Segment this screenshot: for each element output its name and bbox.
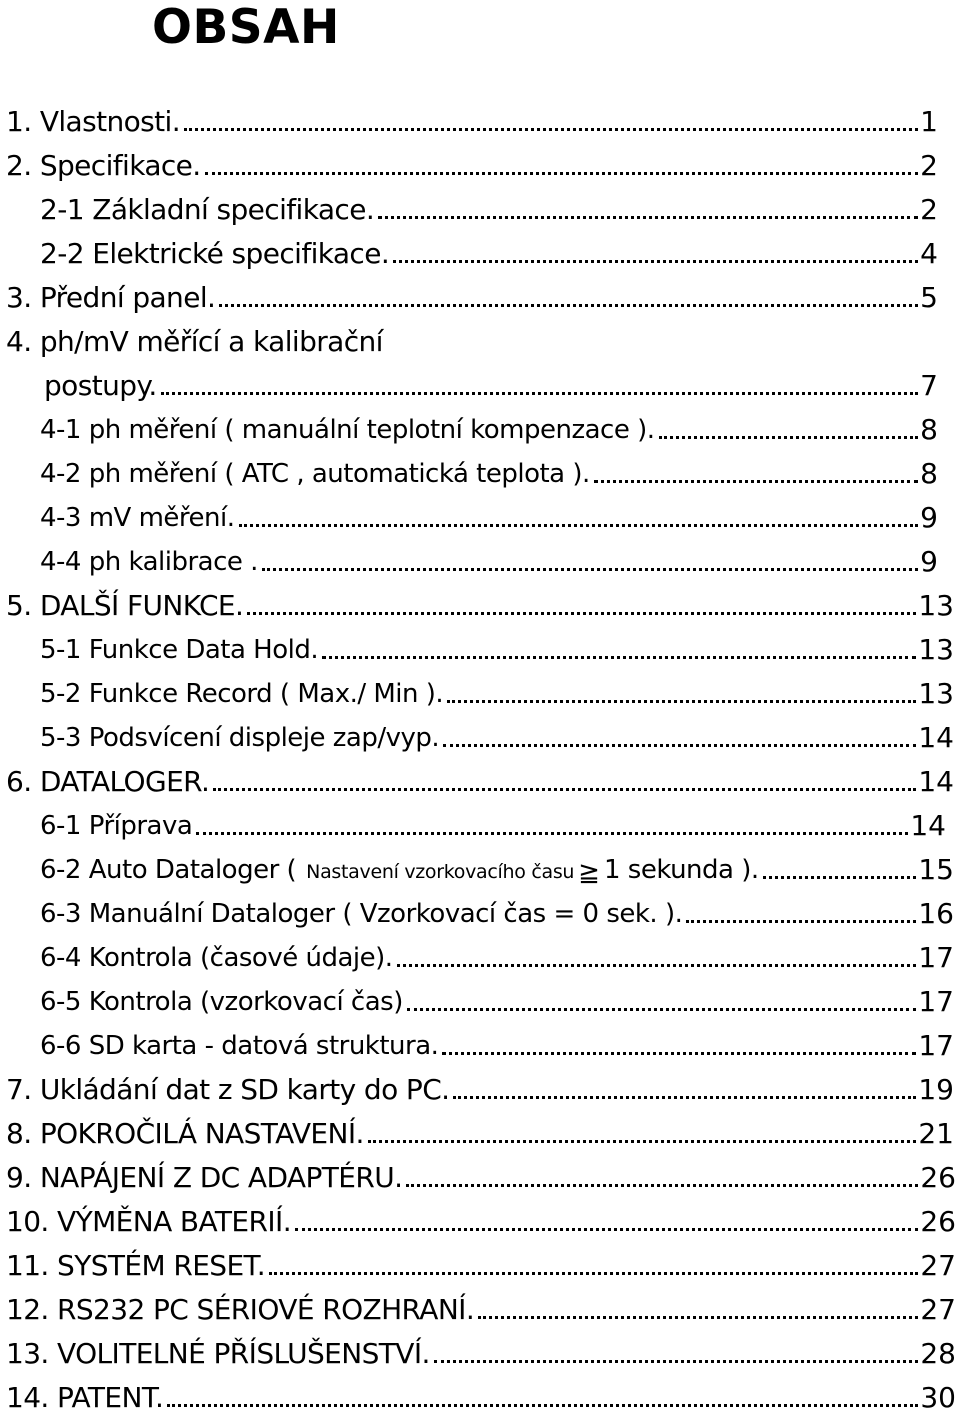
leader-dots — [196, 832, 908, 835]
toc-entry-label: 6-6 SD karta - datová struktura. — [40, 1031, 439, 1061]
toc-entry[interactable] — [6, 1332, 956, 1372]
greater-equal-symbol: ≧ — [578, 858, 600, 888]
toc-entry[interactable] — [6, 276, 938, 316]
leader-dots — [239, 524, 919, 527]
toc-entry-page: 28 — [920, 1337, 956, 1370]
toc-entry-note: Nastavení vzorkovacího času — [306, 861, 575, 883]
toc-entry-label: postupy. — [44, 369, 157, 402]
page-title: OBSAH — [152, 0, 340, 55]
toc-entry[interactable] — [40, 716, 954, 756]
toc-entry-page: 13 — [918, 677, 954, 710]
leader-dots — [478, 1316, 918, 1319]
toc-entry-page: 9 — [920, 501, 938, 534]
leader-dots — [447, 700, 916, 703]
toc-entry-page: 16 — [918, 897, 954, 930]
leader-dots — [442, 1052, 916, 1055]
toc-entry[interactable] — [40, 408, 938, 448]
toc-entry-label: 4-1 ph měření ( manuální teplotní kompenzace ). — [40, 415, 655, 445]
toc-entry-page: 13 — [918, 633, 954, 666]
toc-entry[interactable] — [40, 980, 954, 1020]
toc-entry-label: 6-1 Příprava — [40, 811, 193, 841]
toc-entry-label: 14. PATENT. — [6, 1381, 164, 1414]
toc-entry-page: 19 — [918, 1073, 954, 1106]
toc-entry[interactable] — [40, 452, 938, 492]
leader-dots — [397, 964, 917, 967]
leader-dots — [406, 1184, 918, 1187]
toc-entry-label: 13. VOLITELNÉ PŘÍSLUŠENSTVÍ. — [6, 1337, 430, 1370]
toc-entry-page: 26 — [920, 1161, 956, 1194]
leader-dots — [219, 304, 918, 307]
toc-entry-page: 8 — [920, 457, 938, 490]
toc-entry-label: 5-1 Funkce Data Hold. — [40, 635, 319, 665]
toc-entry-page: 17 — [918, 1029, 954, 1062]
toc-entry-label: 6-5 Kontrola (vzorkovací čas) — [40, 987, 403, 1017]
toc-entry-page: 14 — [918, 721, 954, 754]
toc-entry[interactable] — [6, 320, 938, 360]
toc-entry-page: 5 — [920, 281, 938, 314]
leader-dots — [262, 568, 918, 571]
toc-entry-label: 2-1 Základní specifikace. — [40, 193, 375, 226]
toc-entry-label: 5. DALŠÍ FUNKCE. — [6, 589, 244, 622]
leader-dots — [247, 612, 916, 615]
toc-entry-label: 4-4 ph kalibrace . — [40, 547, 258, 577]
toc-entry[interactable] — [6, 100, 938, 140]
leader-dots — [434, 1360, 919, 1363]
leader-dots — [205, 172, 919, 175]
toc-entry[interactable] — [40, 1024, 954, 1064]
toc-entry-label: 4. ph/mV měřící a kalibrační — [6, 325, 383, 358]
toc-entry-label: 2. Specifikace. — [6, 149, 201, 182]
toc-entry-label: 6-3 Manuální Dataloger ( Vzorkovací čas = 0 sek. ). — [40, 899, 683, 929]
leader-dots — [269, 1272, 918, 1275]
toc-entry[interactable] — [6, 1112, 954, 1152]
toc-entry-page: 2 — [920, 193, 938, 226]
leader-dots — [161, 392, 919, 395]
leader-dots — [594, 480, 918, 483]
toc-entry-page: 27 — [920, 1293, 956, 1326]
toc-entry[interactable] — [40, 936, 954, 976]
toc-entry-page: 17 — [918, 985, 954, 1018]
toc-entry-label-tail: 1 sekunda ). — [603, 855, 759, 885]
toc-entry-label: 12. RS232 PC SÉRIOVÉ ROZHRANÍ. — [6, 1293, 475, 1326]
toc-entry[interactable] — [6, 1244, 956, 1284]
toc-entry[interactable] — [40, 672, 954, 712]
leader-dots — [184, 128, 918, 131]
toc-entry[interactable] — [6, 1376, 956, 1416]
leader-dots — [167, 1404, 918, 1407]
toc-entry-label: 6. DATALOGER. — [6, 765, 210, 798]
toc-entry[interactable] — [40, 540, 938, 580]
toc-entry-page: 4 — [920, 237, 938, 270]
toc-entry-label: 6-2 Auto Dataloger ( — [40, 855, 297, 885]
toc-entry[interactable] — [6, 1068, 954, 1108]
toc-entry-page: 17 — [918, 941, 954, 974]
leader-dots — [295, 1228, 918, 1231]
leader-dots — [443, 744, 916, 747]
toc-entry-page: 15 — [918, 853, 954, 886]
leader-dots — [368, 1140, 917, 1143]
toc-entry[interactable] — [6, 144, 938, 184]
toc-entry[interactable] — [40, 496, 938, 536]
toc-entry-page: 13 — [918, 589, 954, 622]
toc-entry-page: 21 — [918, 1117, 954, 1150]
leader-dots — [407, 1008, 917, 1011]
toc-entry-label: 6-4 Kontrola (časové údaje). — [40, 943, 393, 973]
leader-dots — [763, 876, 917, 879]
toc-entry-label: 1. Vlastnosti. — [6, 105, 180, 138]
toc-entry-label: 3. Přední panel. — [6, 281, 216, 314]
toc-entry-label: 10. VÝMĚNA BATERIÍ. — [6, 1205, 291, 1238]
leader-dots — [322, 656, 916, 659]
toc-entry[interactable] — [40, 804, 946, 844]
toc-entry[interactable] — [6, 1156, 956, 1196]
toc-entry[interactable] — [40, 188, 938, 228]
toc-entry[interactable] — [44, 364, 938, 404]
toc-entry[interactable] — [6, 1288, 956, 1328]
leader-dots — [453, 1096, 916, 1099]
toc-entry-label: 4-2 ph měření ( ATC , automatická teplota ). — [40, 459, 590, 489]
toc-entry-page: 1 — [920, 105, 938, 138]
toc-entry[interactable] — [40, 232, 938, 272]
toc-entry-label: 7. Ukládání dat z SD karty do PC. — [6, 1073, 450, 1106]
toc-entry[interactable] — [6, 1200, 956, 1240]
toc-entry-label: 5-3 Podsvícení displeje zap/vyp. — [40, 723, 440, 753]
toc-entry-page: 2 — [920, 149, 938, 182]
toc-entry-label: 8. POKROČILÁ NASTAVENÍ. — [6, 1117, 364, 1150]
toc-entry-page: 14 — [910, 809, 946, 842]
toc-entry-page: 30 — [920, 1381, 956, 1414]
toc-entry-page: 26 — [920, 1205, 956, 1238]
toc-entry-label: 4-3 mV měření. — [40, 503, 235, 533]
toc-entry[interactable] — [40, 628, 954, 668]
toc-entry-label: 2-2 Elektrické specifikace. — [40, 237, 390, 270]
toc-entry-label: 11. SYSTÉM RESET. — [6, 1249, 266, 1282]
toc-entry-page: 8 — [920, 413, 938, 446]
leader-dots — [686, 920, 916, 923]
toc-entry-page: 7 — [920, 369, 938, 402]
toc-entry-page: 9 — [920, 545, 938, 578]
toc-entry-page: 14 — [918, 765, 954, 798]
leader-dots — [659, 436, 919, 439]
toc-entry[interactable] — [40, 892, 954, 932]
toc-entry[interactable] — [6, 760, 954, 800]
leader-dots — [393, 260, 918, 263]
toc-entry[interactable] — [40, 848, 954, 888]
leader-dots — [378, 216, 918, 219]
toc-entry-label: 9. NAPÁJENÍ Z DC ADAPTÉRU. — [6, 1161, 403, 1194]
toc-entry[interactable] — [6, 584, 954, 624]
toc-entry-label: 5-2 Funkce Record ( Max./ Min ). — [40, 679, 444, 709]
toc-entry-page: 27 — [920, 1249, 956, 1282]
leader-dots — [213, 788, 916, 791]
